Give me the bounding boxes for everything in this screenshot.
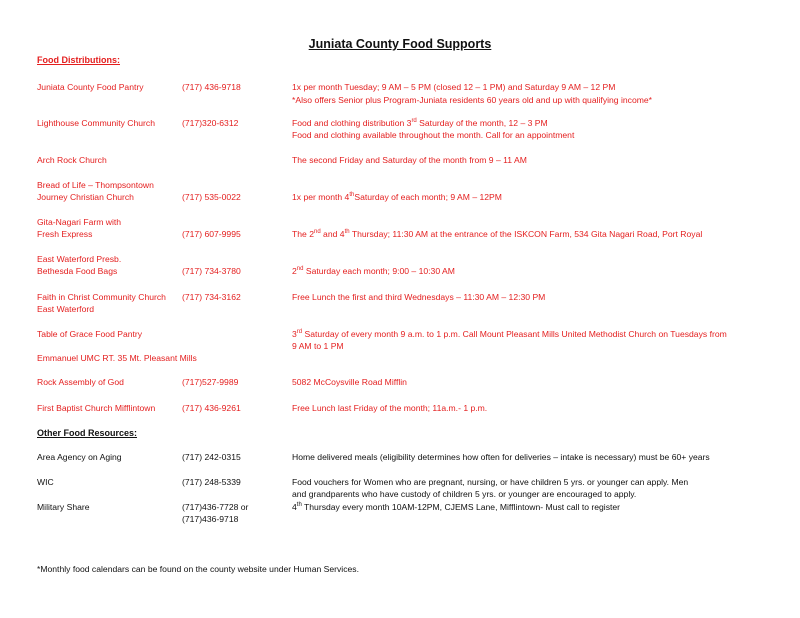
pantry-details-line2: *Also offers Senior plus Program-Juniata residents 60 years old and up with qualifying income*	[292, 95, 653, 105]
faith-in-christ-name-line1: Faith in Christ Community Church	[37, 292, 166, 302]
arch-rock-name: Arch Rock Church	[37, 155, 107, 165]
bread-of-life-name-line1: Bread of Life – Thompsontown	[37, 180, 154, 190]
east-waterford-details: 2nd Saturday each month; 9:00 – 10:30 AM	[292, 266, 455, 276]
wic-details-line2: and grandparents who have custody of children 5 yrs. or younger are encouraged to apply.	[292, 489, 637, 499]
military-share-name: Military Share	[37, 502, 90, 512]
faith-in-christ-phone: (717) 734-3162	[182, 292, 241, 302]
wic-phone: (717) 248-5339	[182, 477, 241, 487]
gita-nagari-name-line1: Gita-Nagari Farm with	[37, 217, 122, 227]
wic-details-line1: Food vouchers for Women who are pregnant, nursing, or have children 5 yrs. or younger can apply. Men	[292, 477, 689, 487]
pantry-phone: (717) 436-9718	[182, 82, 241, 92]
pantry-details-line1: 1x per month Tuesday; 9 AM – 5 PM (closed 12 – 1 PM) and Saturday 9 AM – 12 PM	[292, 82, 616, 92]
first-baptist-name: First Baptist Church Mifflintown	[37, 403, 156, 413]
emmanuel-name: Emmanuel UMC RT. 35 Mt. Pleasant Mills	[37, 353, 197, 363]
area-agency-details: Home delivered meals (eligibility determines how often for deliveries – intake is necessary) must be 60+ years	[292, 452, 710, 462]
table-of-grace-details-line1: 3rd Saturday of every month 9 a.m. to 1 p.m. Call Mount Pleasant Mills United Methodist Church on Tuesdays from	[292, 329, 727, 339]
lighthouse-phone: (717)320-6312	[182, 118, 239, 128]
east-waterford-phone: (717) 734-3780	[182, 266, 241, 276]
section-other-food-resources: Other Food Resources:	[37, 428, 138, 438]
east-waterford-name-line1: East Waterford Presb.	[37, 254, 122, 264]
first-baptist-phone: (717) 436-9261	[182, 403, 241, 413]
military-share-phone-line1: (717)436-7728 or	[182, 502, 249, 512]
gita-nagari-name-line2: Fresh Express	[37, 229, 93, 239]
faith-in-christ-name-line2: East Waterford	[37, 304, 94, 314]
area-agency-phone: (717) 242-0315	[182, 452, 241, 462]
pantry-name: Juniata County Food Pantry	[37, 82, 144, 92]
lighthouse-details-line1: Food and clothing distribution 3rd Saturday of the month, 12 – 3 PM	[292, 118, 548, 128]
gita-nagari-details: The 2nd and 4th Thursday; 11:30 AM at the entrance of the ISKCON Farm, 534 Gita Nagari Road, Port Royal	[292, 229, 703, 239]
lighthouse-name: Lighthouse Community Church	[37, 118, 155, 128]
section-food-distributions: Food Distributions:	[37, 55, 120, 65]
gita-nagari-phone: (717) 607-9995	[182, 229, 241, 239]
footnote: *Monthly food calendars can be found on the county website under Human Services.	[37, 564, 359, 574]
lighthouse-details-line2: Food and clothing available throughout the month. Call for an appointment	[292, 130, 575, 140]
page-title: Juniata County Food Supports	[308, 37, 492, 51]
military-share-phone-line2: (717)436-9718	[182, 514, 239, 524]
wic-name: WIC	[37, 477, 54, 487]
table-of-grace-name: Table of Grace Food Pantry	[37, 329, 143, 339]
bread-of-life-phone: (717) 535-0022	[182, 192, 241, 202]
first-baptist-details: Free Lunch last Friday of the month; 11a.m.- 1 p.m.	[292, 403, 488, 413]
rock-assembly-name: Rock Assembly of God	[37, 377, 124, 387]
military-share-details: 4th Thursday every month 10AM-12PM, CJEMS Lane, Mifflintown- Must call to register	[292, 502, 621, 512]
bread-of-life-name-line2: Journey Christian Church	[37, 192, 134, 202]
arch-rock-details: The second Friday and Saturday of the month from 9 – 11 AM	[292, 155, 527, 165]
bread-of-life-details: 1x per month 4thSaturday of each month; 9 AM – 12PM	[292, 192, 502, 202]
area-agency-name: Area Agency on Aging	[37, 452, 122, 462]
faith-in-christ-details: Free Lunch the first and third Wednesdays – 11:30 AM – 12:30 PM	[292, 292, 546, 302]
table-of-grace-details-line2: 9 AM to 1 PM	[292, 341, 344, 351]
rock-assembly-phone: (717)527-9989	[182, 377, 239, 387]
rock-assembly-details: 5082 McCoysville Road Mifflin	[292, 377, 407, 387]
east-waterford-name-line2: Bethesda Food Bags	[37, 266, 118, 276]
